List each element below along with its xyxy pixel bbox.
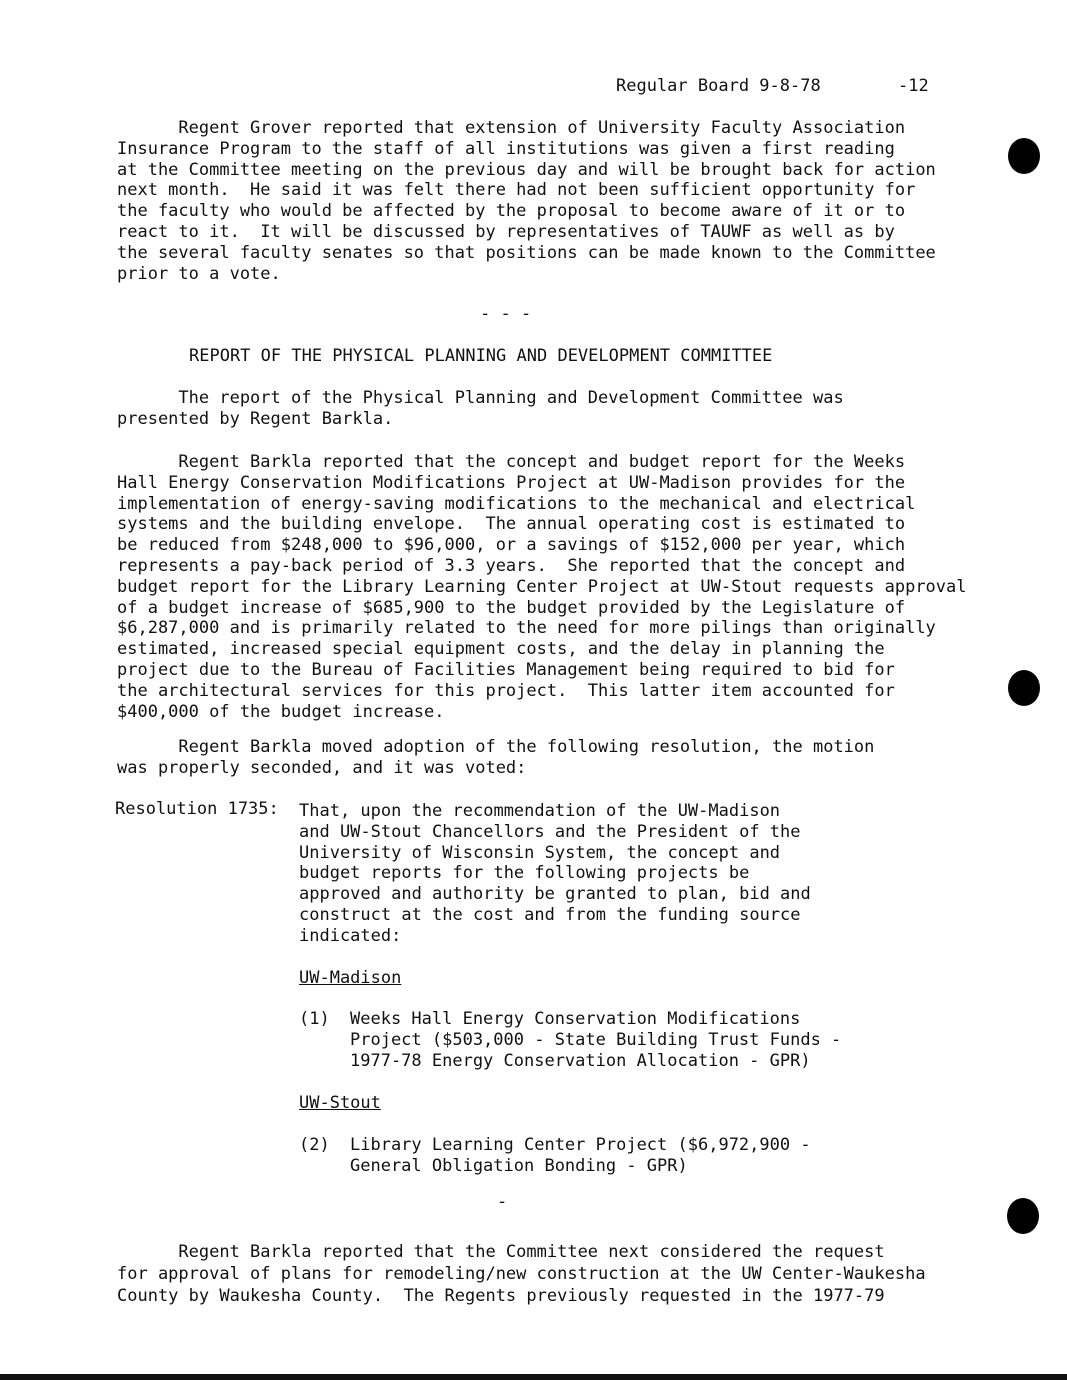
text-line: $400,000 of the budget increase. bbox=[117, 701, 445, 722]
text-line: budget report for the Library Learning Center Project at UW-Stout requests approval bbox=[117, 576, 967, 597]
text-line: approved and authority be granted to plan, bid and bbox=[299, 884, 811, 905]
text-line: $6,287,000 and is primarily related to the need for more pilings than originally bbox=[117, 618, 936, 639]
punch-hole-bottom bbox=[1007, 1198, 1039, 1234]
section-separator: - bbox=[497, 1192, 508, 1212]
paragraph-waukesha bbox=[117, 1241, 926, 1307]
text-line: represents a pay-back period of 3.3 years. She reported that the concept and bbox=[117, 555, 906, 576]
text-line: Weeks Hall Energy Conservation Modifications bbox=[350, 1009, 801, 1029]
paragraph-report-presented bbox=[117, 388, 844, 430]
text-line: Library Learning Center Project ($6,972,900 - bbox=[350, 1135, 811, 1155]
text-line: The report of the Physical Planning and Development Committee was bbox=[117, 388, 844, 408]
paragraph-grover-report bbox=[117, 118, 936, 284]
text-line: was properly seconded, and it was voted: bbox=[117, 757, 527, 778]
page-number: -12 bbox=[898, 76, 929, 96]
text-line: University of Wisconsin System, the concept and bbox=[299, 842, 781, 863]
resolution-item-2 bbox=[350, 1135, 811, 1177]
text-line: 1977-78 Energy Conservation Allocation - GPR) bbox=[350, 1050, 811, 1071]
item-number-1: (1) bbox=[299, 1009, 330, 1029]
text-line: estimated, increased special equipment costs, and the delay in planning the bbox=[117, 639, 885, 660]
punch-hole-middle bbox=[1008, 670, 1040, 706]
text-line: of a budget increase of $685,900 to the budget provided by the Legislature of bbox=[117, 597, 906, 618]
text-line: Regent Grover reported that extension of University Faculty Association bbox=[117, 118, 906, 138]
text-line: indicated: bbox=[299, 925, 402, 946]
text-line: construct at the cost and from the funding source bbox=[299, 904, 801, 925]
text-line: Hall Energy Conservation Modifications Project at UW-Madison provides for the bbox=[117, 472, 906, 493]
section-separator: - - - bbox=[480, 304, 532, 324]
text-line: Insurance Program to the staff of all institutions was given a first reading bbox=[117, 138, 895, 159]
section-heading: REPORT OF THE PHYSICAL PLANNING AND DEVELOPMENT COMMITTEE bbox=[189, 346, 773, 366]
page-header-label: Regular Board 9-8-78 bbox=[616, 76, 821, 96]
text-line: County by Waukesha County. The Regents previously requested in the 1977-79 bbox=[117, 1286, 885, 1306]
resolution-body bbox=[299, 801, 811, 947]
text-line: budget reports for the following projects be bbox=[299, 863, 750, 884]
campus-heading-stout: UW-Stout bbox=[299, 1093, 381, 1113]
text-line: the several faculty senates so that positions can be made known to the Committee bbox=[117, 242, 936, 263]
text-line: implementation of energy-saving modifications to the mechanical and electrical bbox=[117, 493, 916, 514]
campus-heading-madison: UW-Madison bbox=[299, 968, 402, 988]
paragraph-barkla-report bbox=[117, 452, 967, 722]
paragraph-motion bbox=[117, 737, 874, 779]
text-line: be reduced from $248,000 to $96,000, or a savings of $152,000 per year, which bbox=[117, 535, 906, 556]
text-line: project due to the Bureau of Facilities Management being required to bid for bbox=[117, 659, 895, 680]
text-line: the architectural services for this project. This latter item accounted for bbox=[117, 680, 895, 701]
text-line: the faculty who would be affected by the proposal to become aware of it or to bbox=[117, 201, 906, 222]
text-line: General Obligation Bonding - GPR) bbox=[350, 1155, 688, 1176]
text-line: Regent Barkla reported that the concept and budget report for the Weeks bbox=[117, 452, 906, 472]
text-line: react to it. It will be discussed by representatives of TAUWF as well as by bbox=[117, 221, 895, 242]
text-line: next month. He said it was felt there had not been sufficient opportunity for bbox=[117, 180, 916, 201]
item-number-2: (2) bbox=[299, 1135, 330, 1155]
text-line: That, upon the recommendation of the UW-Madison bbox=[299, 801, 781, 821]
text-line: prior to a vote. bbox=[117, 263, 281, 284]
punch-hole-top bbox=[1008, 138, 1040, 174]
text-line: at the Committee meeting on the previous day and will be brought back for action bbox=[117, 159, 936, 180]
text-line: presented by Regent Barkla. bbox=[117, 408, 394, 429]
text-line: systems and the building envelope. The annual operating cost is estimated to bbox=[117, 514, 906, 535]
scan-edge-bar bbox=[0, 1374, 1067, 1380]
resolution-item-1 bbox=[350, 1009, 841, 1071]
text-line: Regent Barkla reported that the Committee next considered the request bbox=[117, 1242, 885, 1262]
text-line: Regent Barkla moved adoption of the following resolution, the motion bbox=[117, 737, 875, 757]
resolution-label: Resolution 1735: bbox=[115, 799, 279, 819]
text-line: Project ($503,000 - State Building Trust Funds - bbox=[350, 1029, 842, 1050]
text-line: and UW-Stout Chancellors and the President of the bbox=[299, 821, 801, 842]
text-line: for approval of plans for remodeling/new construction at the UW Center-Waukesha bbox=[117, 1264, 926, 1284]
